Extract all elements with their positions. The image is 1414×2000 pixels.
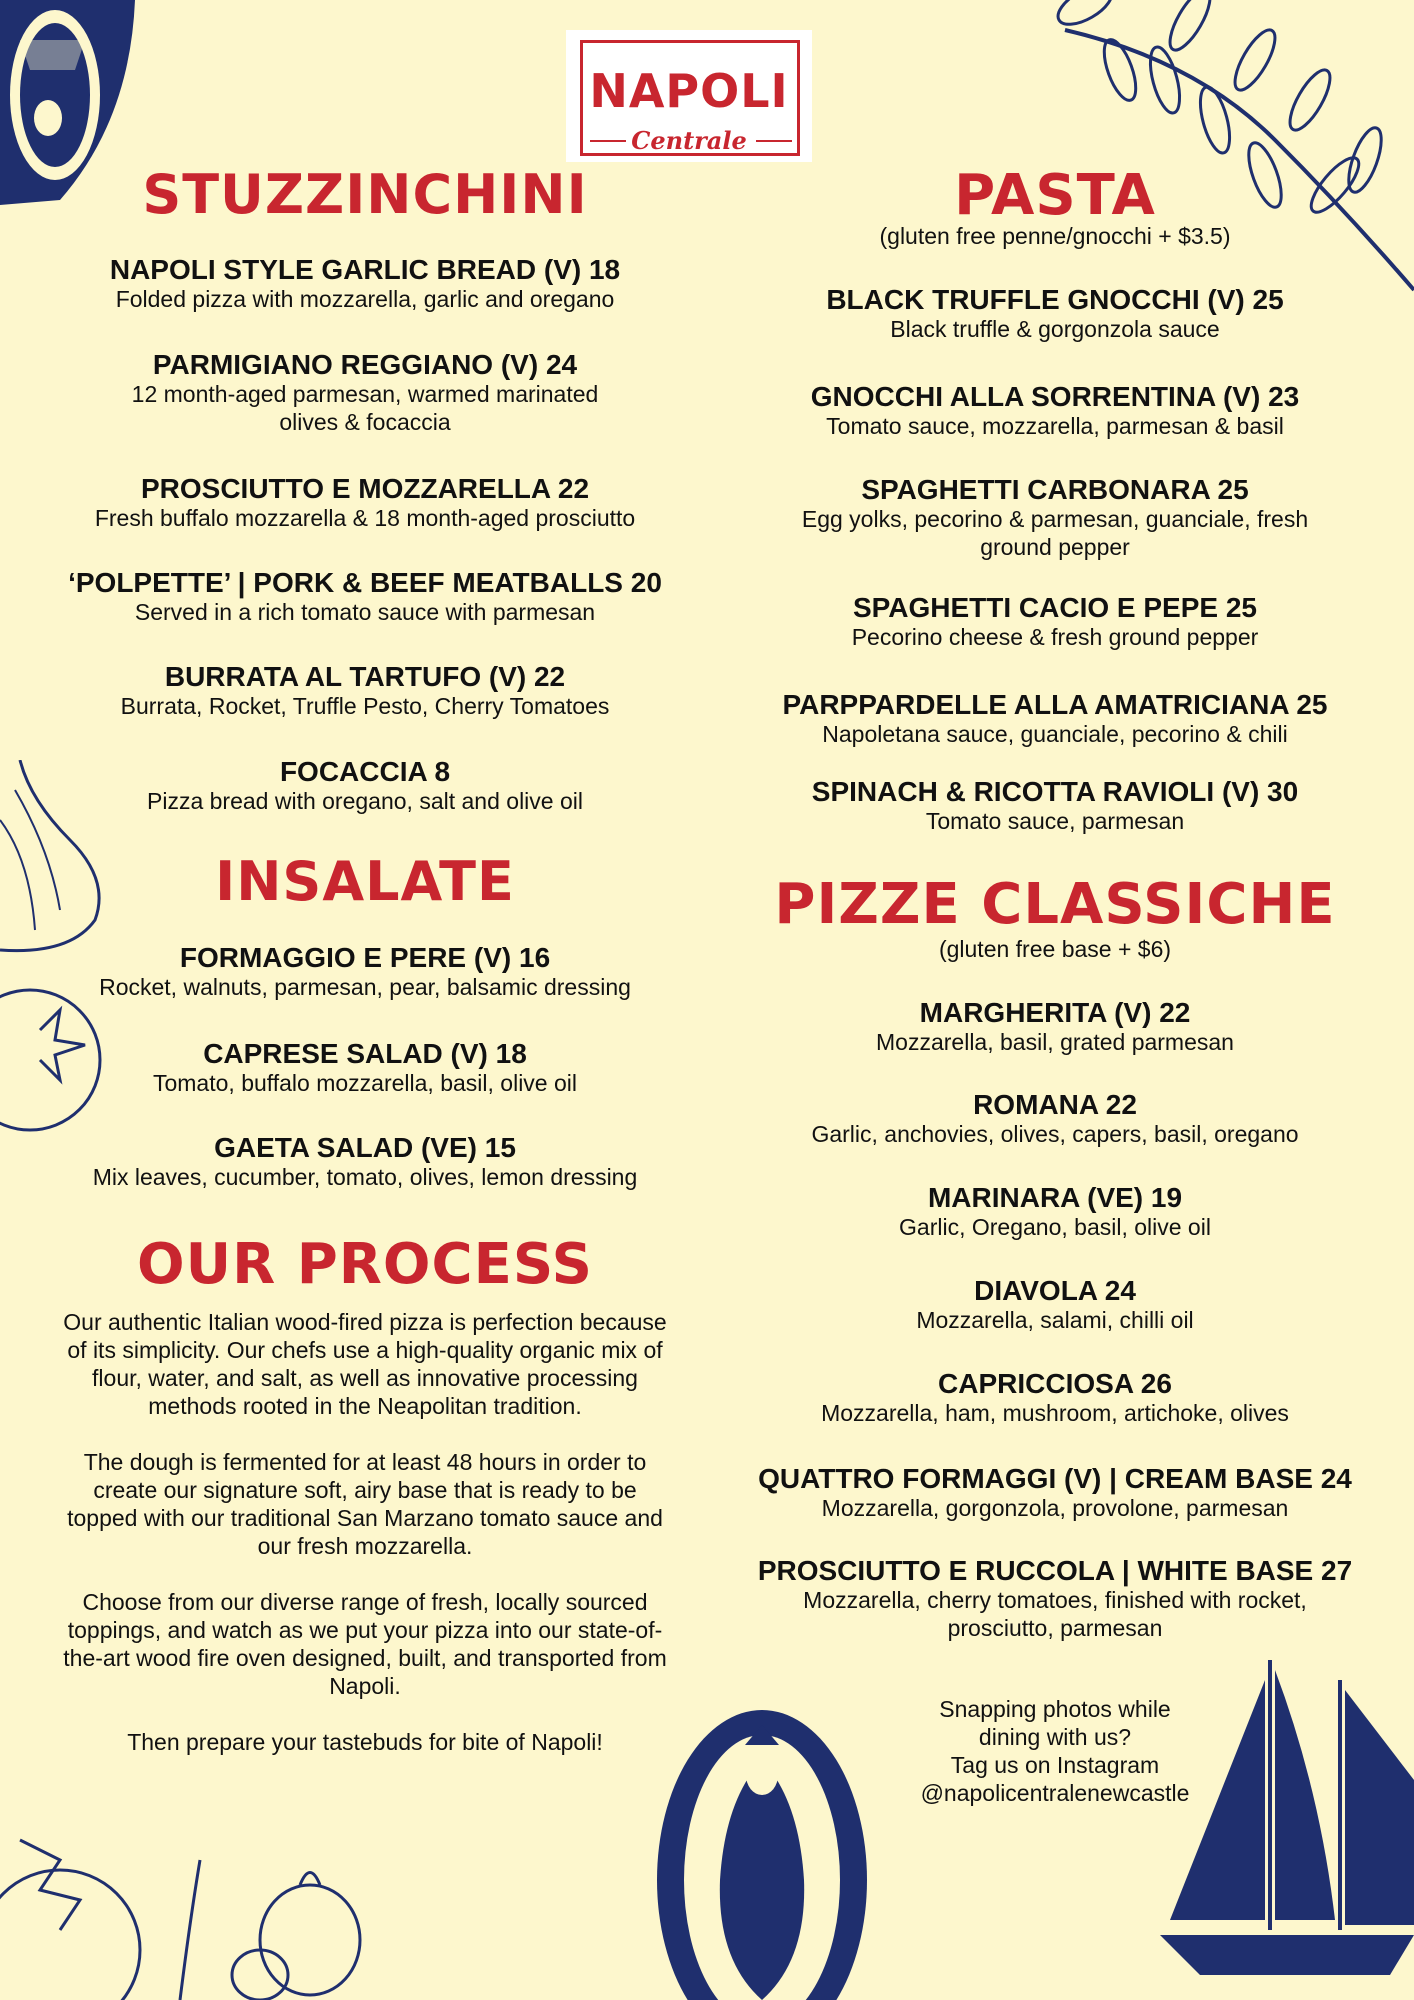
item-name: SPAGHETTI CARBONARA 25 [861,474,1249,505]
menu-item [40,255,690,313]
item-desc: Tomato, buffalo mozzarella, basil, olive oil [152,1070,577,1096]
process-title: OUR PROCESS [137,1232,593,1297]
menu-item [720,1369,1390,1427]
pizze-note: (gluten free base + $6) [938,936,1172,962]
item-name: CAPRICCIOSA 26 [938,1368,1172,1399]
insalate-title: INSALATE [215,850,515,913]
pasta-note: (gluten free penne/gnocchi + $3.5) [879,223,1231,249]
pasta-title: PASTA [954,163,1156,228]
item-name: DIAVOLA 24 [974,1275,1136,1306]
item-name: PARPPARDELLE ALLA AMATRICIANA 25 [782,689,1328,720]
item-name: SPINACH & RICOTTA RAVIOLI (V) 30 [811,776,1299,807]
item-desc: Folded pizza with mozzarella, garlic and oregano [115,286,615,312]
item-desc: Burrata, Rocket, Truffle Pesto, Cherry Tomatoes [120,693,610,719]
menu-item [720,998,1390,1056]
item-name: MARINARA (VE) 19 [927,1182,1183,1213]
menu-item [720,285,1390,343]
menu-item [40,662,690,720]
item-name: NAPOLI STYLE GARLIC BREAD (V) 18 [109,254,621,285]
menu-item [720,1276,1390,1334]
item-desc: Napoletana sauce, guanciale, pecorino & chili [822,721,1288,747]
menu-item [40,1039,690,1097]
logo-sub: Centrale [631,126,747,155]
item-desc: Mozzarella, gorgonzola, provolone, parmesan [821,1495,1289,1521]
menu-item [40,757,690,815]
item-desc: Rocket, walnuts, parmesan, pear, balsamic dressing [99,974,631,1000]
menu-item [720,1090,1390,1148]
item-name: FORMAGGIO E PERE (V) 16 [179,942,551,973]
item-desc: Garlic, Oregano, basil, olive oil [899,1214,1211,1240]
menu-item [720,593,1390,651]
process-paragraph: Our authentic Italian wood-fired pizza is perfection because of its simplicity. Our chefs use a high-quality organic mix of flour, water, and salt, as well as innovative processing methods rooted in the Neapolitan tradition. [63,1309,667,1419]
item-desc: Mozzarella, ham, mushroom, artichoke, olives [821,1400,1289,1426]
item-desc: Tomato sauce, parmesan [925,808,1185,834]
menu-item [720,1556,1390,1642]
process-text [55,1308,675,1784]
item-name: QUATTRO FORMAGGI (V) | CREAM BASE 24 [758,1463,1352,1494]
menu-item [720,1464,1390,1522]
item-desc: ground pepper [980,534,1130,560]
item-name: BLACK TRUFFLE GNOCCHI (V) 25 [826,284,1284,315]
item-name: BURRATA AL TARTUFO (V) 22 [164,661,566,692]
item-desc: Garlic, anchovies, olives, capers, basil, oregano [811,1121,1299,1147]
item-desc: Fresh buffalo mozzarella & 18 month-aged prosciutto [94,505,636,531]
left-column [40,0,690,2000]
instagram-line: dining with us? [978,1724,1132,1750]
process-paragraph: The dough is fermented for at least 48 hours in order to create our signature soft, airy base that is ready to be topped with our traditional San Marzano tomato sauce and our fresh mozzarella. [67,1449,663,1559]
item-name: GAETA SALAD (VE) 15 [214,1132,516,1163]
menu-item [720,777,1390,835]
item-desc: Egg yolks, pecorino & parmesan, guanciale, fresh [801,506,1309,532]
item-desc: Mix leaves, cucumber, tomato, olives, lemon dressing [92,1164,638,1190]
item-name: MARGHERITA (V) 22 [919,997,1191,1028]
item-desc: 12 month-aged parmesan, warmed marinated [131,381,599,407]
item-desc: Served in a rich tomato sauce with parmesan [134,599,596,625]
item-desc: Black truffle & gorgonzola sauce [890,316,1220,342]
item-desc: Mozzarella, salami, chilli oil [916,1307,1194,1333]
item-desc: Mozzarella, basil, grated parmesan [876,1029,1234,1055]
item-name: PROSCIUTTO E RUCCOLA | WHITE BASE 27 [757,1555,1353,1586]
item-desc: Pizza bread with oregano, salt and olive oil [147,788,583,814]
menu-item [720,475,1390,561]
process-paragraph: Then prepare your tastebuds for bite of Napoli! [127,1729,603,1755]
instagram-line: Snapping photos while [939,1696,1171,1722]
menu-item [40,1133,690,1191]
item-desc: prosciutto, parmesan [947,1615,1163,1641]
item-desc: Mozzarella, cherry tomatoes, finished with rocket, [803,1587,1307,1613]
menu-item [40,568,690,626]
item-desc: Pecorino cheese & fresh ground pepper [851,624,1259,650]
item-name: SPAGHETTI CACIO E PEPE 25 [852,592,1258,623]
instagram-handle[interactable]: @napolicentralenewcastle [920,1780,1190,1806]
menu-item [720,1183,1390,1241]
pizze-title: PIZZE CLASSICHE [774,872,1336,937]
item-name: ROMANA 22 [973,1089,1137,1120]
item-name: GNOCCHI ALLA SORRENTINA (V) 23 [810,381,1300,412]
item-desc: olives & focaccia [279,409,451,435]
stuzzinchini-title: STUZZINCHINI [142,163,588,226]
menu-item [720,382,1390,440]
item-name: FOCACCIA 8 [279,756,451,787]
item-name: PARMIGIANO REGGIANO (V) 24 [152,349,578,380]
instagram-note [895,1695,1215,1807]
item-name: CAPRESE SALAD (V) 18 [203,1038,527,1069]
menu-item [720,690,1390,748]
menu-item [40,474,690,532]
item-name: PROSCIUTTO E MOZZARELLA 22 [140,473,590,504]
menu-item [40,350,690,436]
instagram-line: Tag us on Instagram [950,1752,1160,1778]
item-desc: Tomato sauce, mozzarella, parmesan & basil [826,413,1284,439]
logo-brand: NAPOLI [589,64,789,118]
process-paragraph: Choose from our diverse range of fresh, locally sourced toppings, and watch as we put your pizza into our state-of-the-art wood fire oven designed, built, and transported from Napoli. [63,1589,667,1699]
item-name: ‘POLPETTE’ | PORK & BEEF MEATBALLS 20 [68,567,662,598]
menu-item [40,943,690,1001]
